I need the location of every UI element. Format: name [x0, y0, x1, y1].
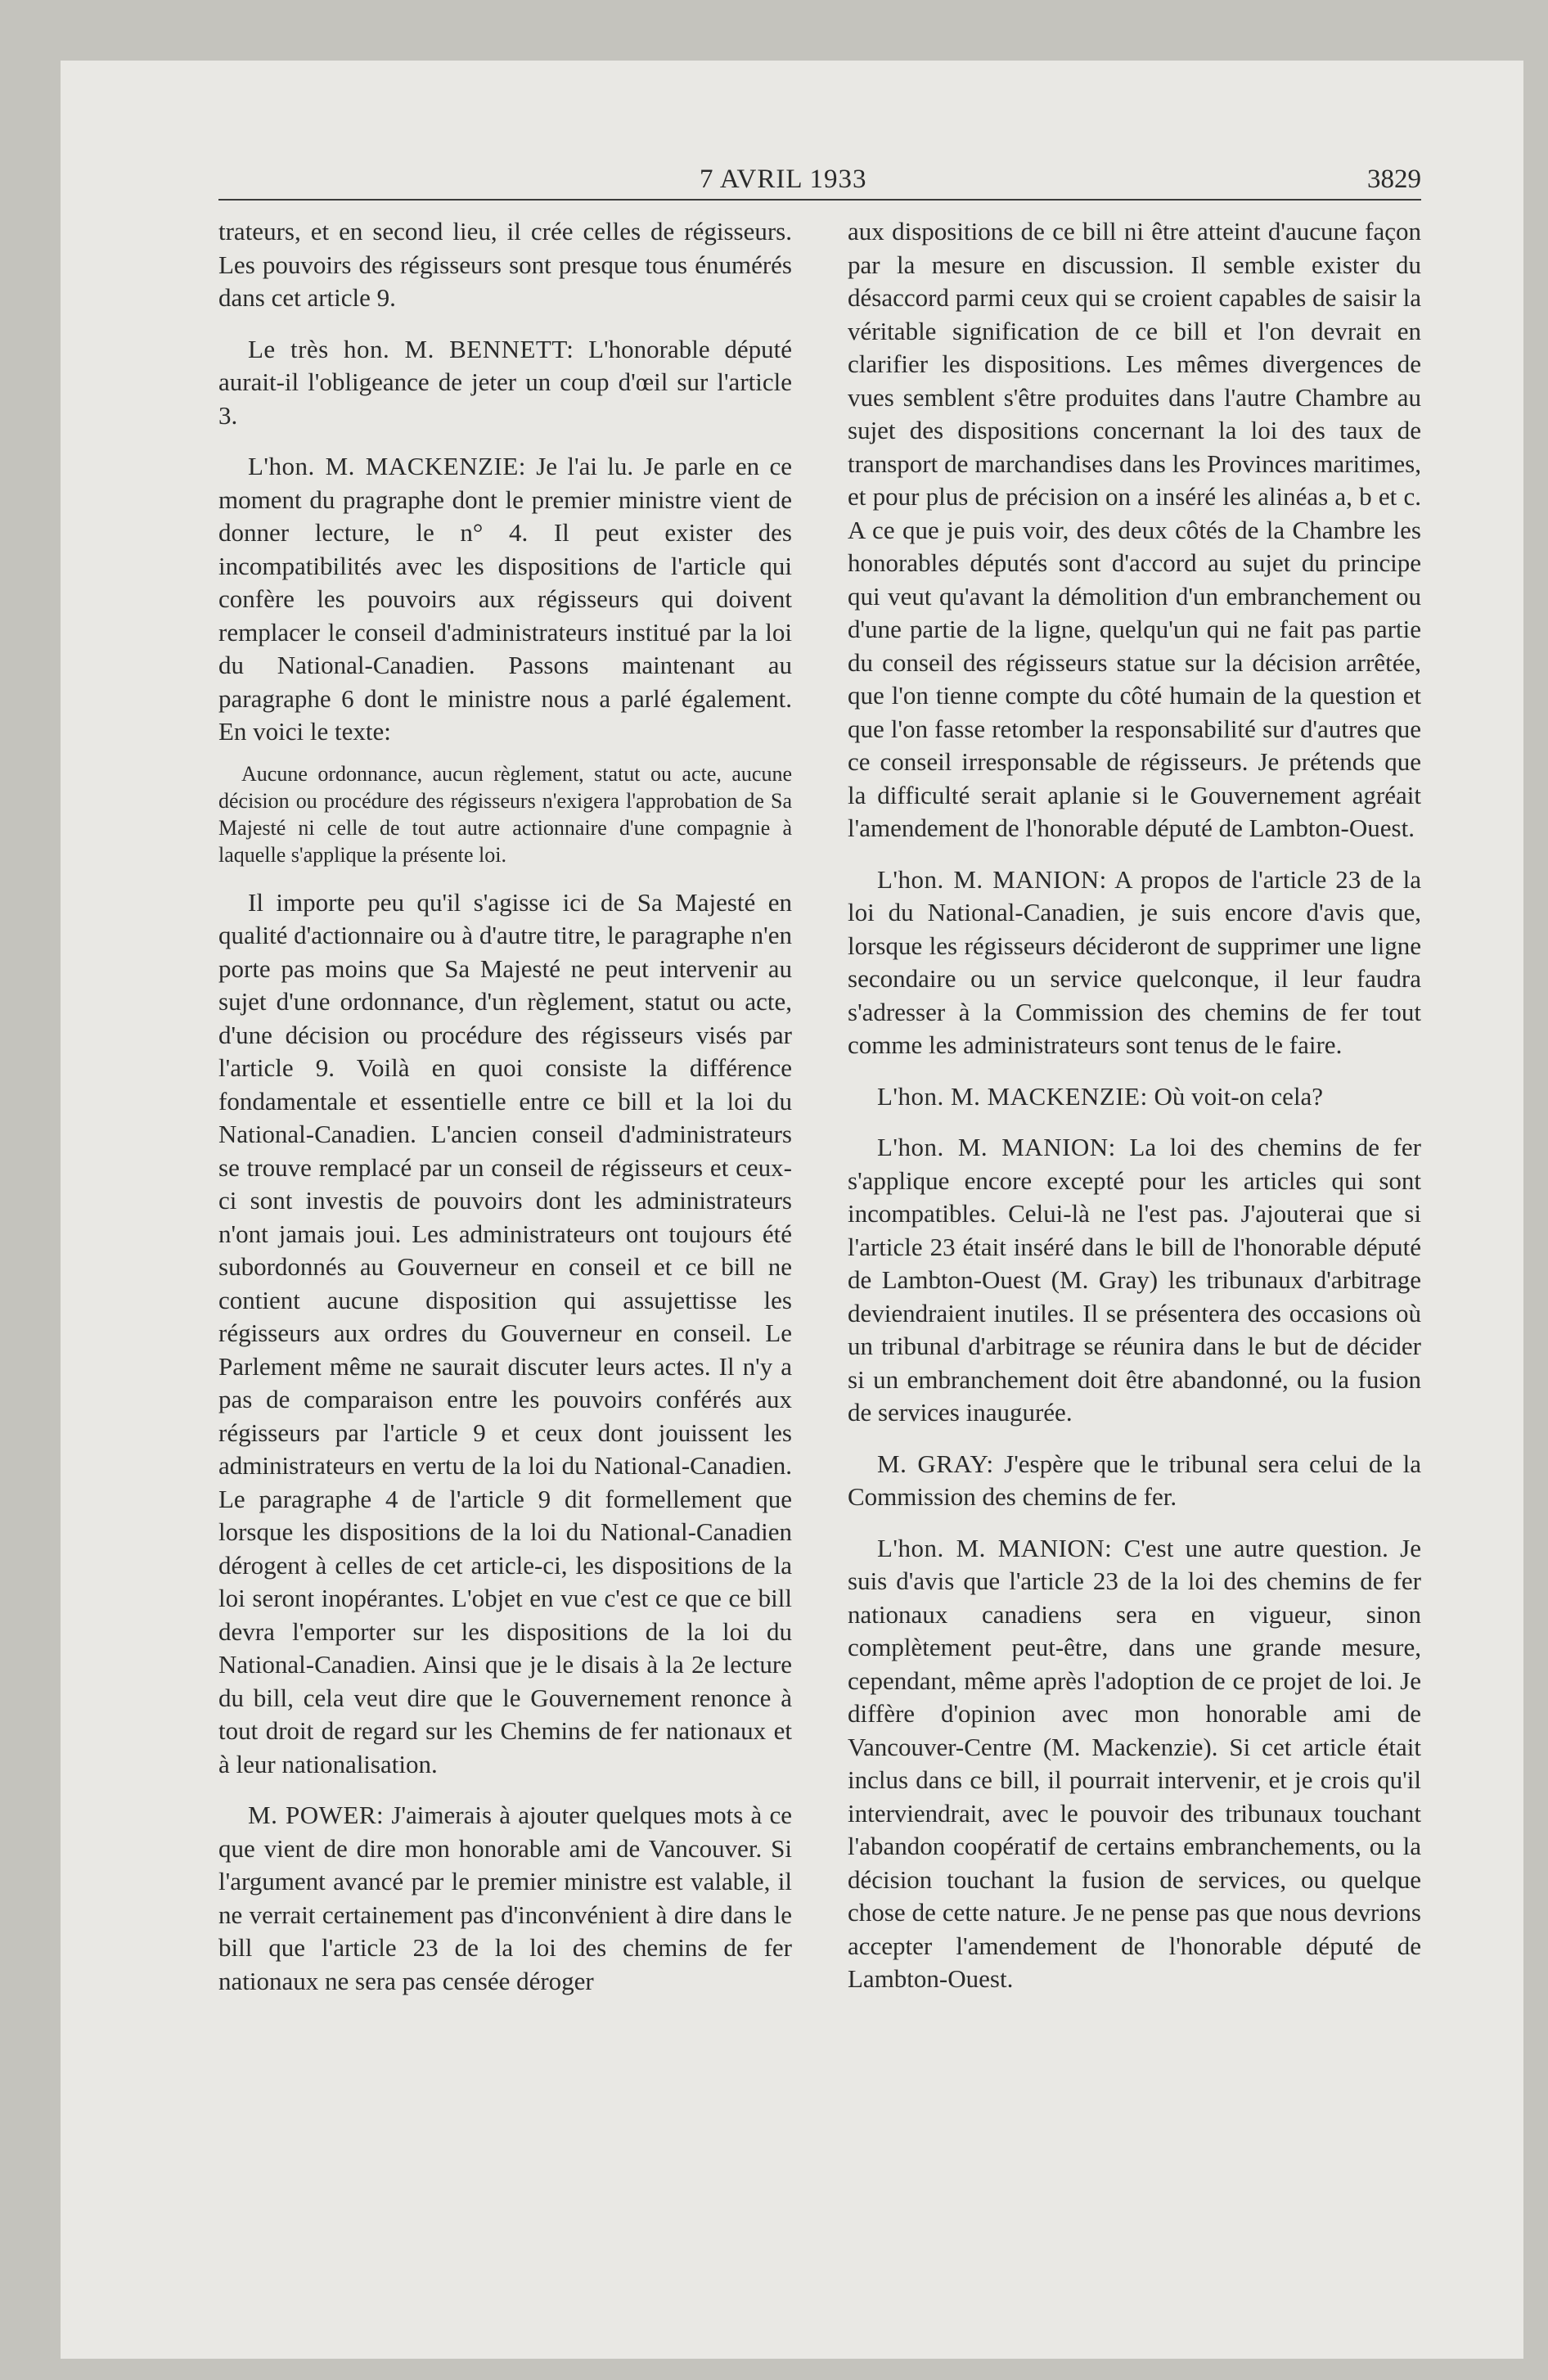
paragraph-text: L'honorable député aurait-il l'obligeance de jeter un coup d'œil sur l'article 3. — [218, 334, 792, 430]
hansard-page — [218, 153, 1421, 1995]
paragraph — [848, 863, 1421, 1062]
speaker-name: M. POWER: — [248, 1801, 385, 1829]
speaker-name: L'hon. M. MANION: — [877, 1133, 1116, 1161]
paragraph — [848, 1131, 1421, 1430]
paragraph-text: Aucune ordonnance, aucun règlement, statut ou acte, aucune décision ou procédure des régisseurs n'exigera l'approbation de Sa Majesté ni celle de tout autre actionnaire d'une compagnie à laquelle s'applique la présente loi. — [218, 761, 792, 867]
running-header — [218, 153, 1421, 201]
paragraph — [218, 1799, 792, 1998]
paragraph-text: J'aimerais à ajouter quelques mots à ce que vient de dire mon honorable ami de Vancouver. Si l'argument avancé par le premier ministre est valable, il ne verrait certainement pas d'inconvénient à dire dans le bill que l'article 23 de la loi des chemins de fer nationaux ne sera pas censée déroger — [218, 1801, 792, 1995]
speaker-name: L'hon. M. MACKENZIE: — [248, 452, 526, 480]
scanned-page — [61, 61, 1523, 2359]
header-date: 7 AVRIL 1933 — [700, 165, 867, 194]
page-number: 3829 — [1367, 165, 1421, 194]
paragraph-text: aux dispositions de ce bill ni être atteint d'aucune façon par la mesure en discussion. Il semble exister du désaccord parmi ceux qui se croient capables de saisir la véritable signification de ce bill et l'on devrait en clarifier les dispositions. Les mêmes divergences de vues semblent s'être produites dans l'autre Chambre au sujet des dispositions concernant la loi des taux de transport de marchandises dans les Provinces maritimes, et pour plus de précision on a inséré les alinéas a, b et c. A ce que je puis voir, des deux côtés de la Chambre les honorables députés sont d'accord au sujet du principe qui veut qu'avant la démolition d'un embranchement ou d'une partie de la ligne, quelqu'un qui ne fait pas partie du conseil des régisseurs statue sur la décision arrêtée, que l'on tienne compte du côté humain de la question et que l'on fasse retomber la responsabilité sur d'autres que ce conseil irresponsable de régisseurs. Je prétends que la difficulté serait aplanie si le Gouvernement agréait l'amendement de l'honorable député de Lambton-Ouest. — [848, 217, 1421, 842]
left-column — [218, 215, 792, 2016]
paragraph — [218, 450, 792, 749]
paragraph-text: Je l'ai lu. Je parle en ce moment du pragraphe dont le premier ministre vient de donner lecture, le n° 4. Il peut exister des incompatibilités avec les dispositions de l'article qui confère les pouvoirs aux régisseurs qui doivent remplacer le conseil d'administrateurs institué par la loi du National-Canadien. Passons maintenant au paragraphe 6 dont le ministre nous a parlé également. En voici le texte: — [218, 452, 792, 746]
paragraph — [218, 215, 792, 315]
paragraph — [218, 886, 792, 1782]
paragraph — [218, 333, 792, 433]
paragraph — [848, 1532, 1421, 1996]
paragraph-text: La loi des chemins de fer s'applique encore excepté pour les articles qui sont incompatibles. Celui-là ne l'est pas. J'ajouterai que si l'article 23 était inséré dans le bill de l'honorable député de Lambton-Ouest (M. Gray) les tribunaux d'arbitrage deviendraient inutiles. Il se présentera des occasions où un tribunal d'arbitrage se réunira dans le but de décider si un embranchement doit être abandonné, ou la fusion de services inaugurée. — [848, 1133, 1421, 1427]
paragraph-text: Il importe peu qu'il s'agisse ici de Sa Majesté en qualité d'actionnaire ou à d'autre titre, le paragraphe n'en porte pas moins que Sa Majesté ne peut intervenir au sujet d'une ordonnance, d'un règlement, statut ou acte, d'une décision ou procédure des régisseurs visés par l'article 9. Voilà en quoi consiste la différence fondamentale et essentielle entre ce bill et la loi du National-Canadien. L'ancien conseil d'administrateurs se trouve remplacé par un conseil de régisseurs et ceux-ci sont investis de pouvoirs dont les administrateurs n'ont jamais joui. Les administrateurs ont toujours été subordonnés au Gouverneur en conseil et ce bill ne contient aucune disposition qui assujettisse les régisseurs aux ordres du Gouverneur en conseil. Le Parlement même ne saurait discuter leurs actes. Il n'y a pas de comparaison entre les pouvoirs conférés aux régisseurs par l'article 9 et ceux dont jouissent les administrateurs en vertu de la loi du National-Canadien. Le paragraphe 4 de l'article 9 dit formellement que lorsque les dispositions de la loi du National-Canadien dérogent à celles de cet article-ci, les dispositions de la loi seront inopérantes. L'objet en vue c'est ce que ce bill devra l'emporter sur les dispositions de la loi du National-Canadien. Ainsi que je le disais à la 2e lecture du bill, cela veut dire que le Gouvernement renonce à tout droit de regard sur les Chemins de fer nationaux et à leur nationalisation. — [218, 887, 793, 1778]
paragraph-text: Où voit-on cela? — [1147, 1081, 1324, 1111]
speaker-name: L'hon. M. MACKENZIE: — [877, 1081, 1148, 1111]
paragraph-text: J'espère que le tribunal sera celui de la Commission des chemins de fer. — [848, 1449, 1421, 1511]
speaker-name: M. GRAY: — [877, 1449, 994, 1478]
speaker-name: L'hon. M. MANION: — [877, 864, 1107, 894]
paragraph-text: C'est une autre question. Je suis d'avis que l'article 23 de la loi des chemins de fer nationaux canadiens sera en vigueur, sinon complètement peut-être, dans une grande mesure, cependant, même après l'adoption de ce projet de loi. Je diffère d'opinion avec mon honorable ami de Vancouver-Centre (M. Mackenzie). Si cet article était inclus dans ce bill, il pourrait intervenir, et je crois qu'il interviendrait, avec le pouvoir des tribunaux touchant l'abandon coopératif de certains embranchements, ou la décision touchant la fusion de services, ou quelque chose de cette nature. Je ne pense pas que nous devrions accepter l'amendement de l'honorable député de Lambton-Ouest. — [848, 1533, 1421, 1993]
speaker-name: Le très hon. M. BENNETT: — [248, 334, 574, 363]
speaker-name: L'hon. M. MANION: — [877, 1533, 1113, 1562]
paragraph — [848, 1448, 1421, 1514]
quoted-passage — [218, 760, 792, 868]
right-column — [848, 215, 1421, 2014]
paragraph-text: trateurs, et en second lieu, il crée celles de régisseurs. Les pouvoirs des régisseurs sont presque tous énumérés dans cet article 9. — [218, 217, 792, 312]
paragraph — [848, 215, 1421, 845]
paragraph — [848, 1080, 1421, 1114]
paragraph-text: A propos de l'article 23 de la loi du National-Canadien, je suis encore d'avis que, lorsque les régisseurs décideront de supprimer une ligne secondaire ou un service quelconque, il leur faudra s'adresser à la Commission des chemins de fer tout comme les administrateurs sont tenus de le faire. — [848, 864, 1421, 1059]
